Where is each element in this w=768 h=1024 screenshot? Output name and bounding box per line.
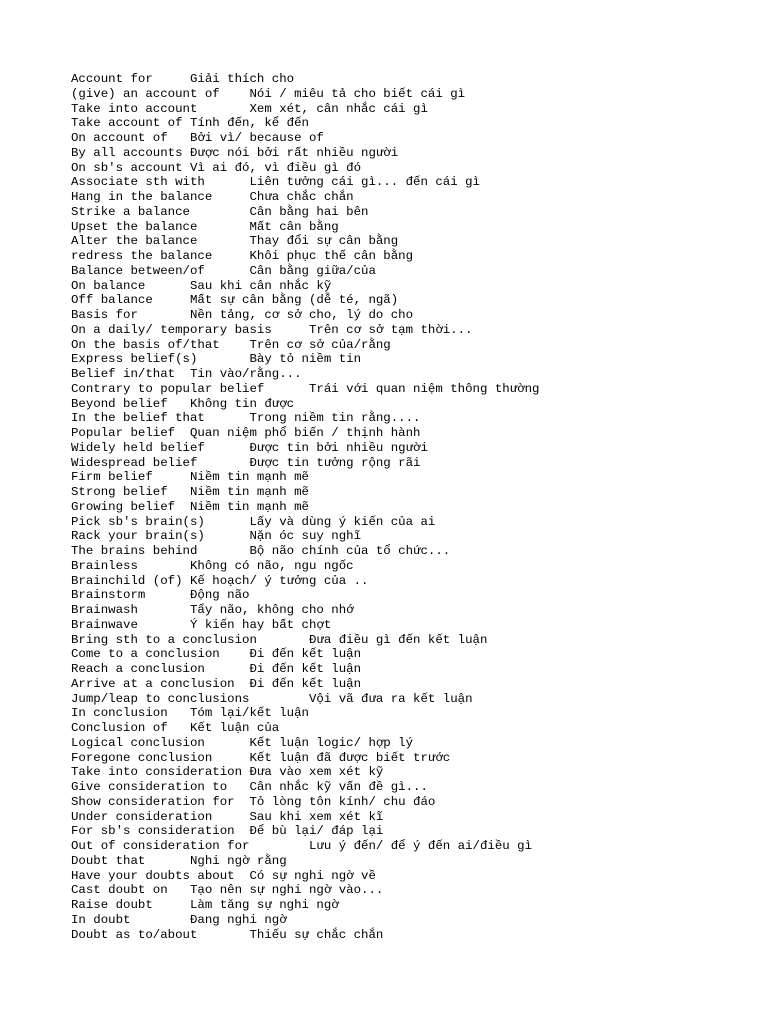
vocabulary-line: Pick sb's brain(s) Lấy và dùng ý kiến của ai	[71, 514, 436, 529]
vocabulary-line: Brainwash Tẩy não, không cho nhớ	[71, 603, 354, 617]
vocabulary-line: Logical conclusion Kết luận logic/ hợp lý	[71, 735, 414, 750]
vocabulary-line: Upset the balance Mất cân bằng	[71, 219, 339, 234]
vocabulary-line: Popular belief Quan niệm phổ biến / thịnh hành	[71, 426, 421, 440]
vocabulary-line: Have your doubts about Có sự nghi ngờ về	[71, 868, 376, 883]
vocabulary-line: In the belief that Trong niềm tin rằng....	[71, 411, 421, 426]
vocabulary-line: Brainless Không có não, ngu ngốc	[71, 558, 354, 573]
vocabulary-line: Reach a conclusion Đi đến kết luận	[71, 662, 362, 676]
vocabulary-text-block	[71, 72, 751, 942]
vocabulary-line: Account for Giải thích cho	[71, 72, 295, 86]
vocabulary-line: Strike a balance Cân bằng hai bên	[71, 204, 369, 219]
vocabulary-line: Growing belief Niềm tin mạnh mẽ	[71, 499, 309, 514]
vocabulary-line: Take into account Xem xét, cân nhắc cái gì	[71, 101, 428, 116]
vocabulary-line: Doubt that Nghi ngờ rằng	[71, 853, 287, 868]
vocabulary-line: Beyond belief Không tin được	[71, 396, 295, 411]
vocabulary-line: Rack your brain(s) Nặn óc suy nghĩ	[71, 529, 362, 544]
vocabulary-line: Arrive at a conclusion Đi đến kết luận	[71, 676, 362, 691]
vocabulary-line: On the basis of/that Trên cơ sở của/rằng	[71, 337, 391, 352]
vocabulary-line: Brainchild (of) Kế hoạch/ ý tưởng của ..	[71, 573, 369, 588]
vocabulary-line: Jump/leap to conclusions Vội vã đưa ra kết luận	[71, 691, 473, 706]
vocabulary-line: Out of consideration for Lưu ý đến/ để ý đến ai/điều gì	[71, 839, 533, 853]
vocabulary-line: For sb's consideration Để bù lại/ đáp lại	[71, 824, 384, 839]
vocabulary-line: Belief in/that Tin vào/rằng...	[71, 367, 302, 381]
vocabulary-line: Raise doubt Làm tăng sự nghi ngờ	[71, 898, 339, 912]
vocabulary-line: Under consideration Sau khi xem xét kĩ	[71, 809, 384, 824]
vocabulary-line: Strong belief Niềm tin mạnh mẽ	[71, 485, 309, 499]
vocabulary-line: Firm belief Niềm tin mạnh mẽ	[71, 470, 309, 485]
vocabulary-line: On balance Sau khi cân nhắc kỹ	[71, 278, 332, 293]
vocabulary-line: Take account of Tính đến, kể đến	[71, 116, 309, 131]
vocabulary-line: (give) an account of Nói / miêu tả cho biết cái gì	[71, 86, 466, 101]
vocabulary-line: Brainstorm Động não	[71, 588, 250, 603]
vocabulary-line: Give consideration to Cân nhắc kỹ vấn đề gì...	[71, 780, 428, 794]
vocabulary-line: Come to a conclusion Đi đến kết luận	[71, 647, 362, 662]
vocabulary-line: Brainwave Ý kiến hay bất chợt	[71, 617, 332, 632]
vocabulary-line: Doubt as to/about Thiếu sự chắc chắn	[71, 927, 384, 942]
vocabulary-line: In doubt Đang nghi ngờ	[71, 912, 287, 927]
vocabulary-line: Foregone conclusion Kết luận đã được biết trước	[71, 750, 451, 765]
vocabulary-line: Hang in the balance Chưa chắc chắn	[71, 190, 354, 204]
vocabulary-line: Contrary to popular belief Trái với quan niệm thông thường	[71, 381, 540, 396]
vocabulary-line: Cast doubt on Tạo nên sự nghi ngờ vào...	[71, 883, 384, 898]
vocabulary-line: On sb's account Vì ai đó, vì điều gì đó	[71, 160, 362, 175]
vocabulary-line: Balance between/of Cân bằng giữa/của	[71, 263, 376, 278]
vocabulary-line: Widespread belief Được tin tưởng rộng rãi	[71, 455, 421, 470]
vocabulary-line: By all accounts Được nói bởi rất nhiều người	[71, 145, 399, 160]
vocabulary-line: Basis for Nền tảng, cơ sở cho, lý do cho	[71, 308, 414, 322]
vocabulary-line: The brains behind Bộ não chính của tổ chức...	[71, 544, 451, 558]
vocabulary-line: Express belief(s) Bày tỏ niềm tin	[71, 352, 362, 367]
vocabulary-line: Off balance Mất sự cân bằng (dễ té, ngã)	[71, 293, 399, 308]
vocabulary-line: On account of Bởi vì/ because of	[71, 131, 324, 145]
vocabulary-line: Alter the balance Thay đổi sự cân bằng	[71, 234, 399, 249]
vocabulary-line: Bring sth to a conclusion Đưa điều gì đến kết luận	[71, 632, 488, 647]
vocabulary-line: Associate sth with Liên tưởng cái gì... đến cái gì	[71, 175, 480, 190]
vocabulary-line: Widely held belief Được tin bởi nhiều người	[71, 440, 428, 455]
vocabulary-line: redress the balance Khôi phục thế cân bằng	[71, 249, 414, 263]
vocabulary-line: Show consideration for Tỏ lòng tôn kính/ chu đáo	[71, 794, 436, 809]
vocabulary-line: Conclusion of Kết luận của	[71, 721, 280, 735]
vocabulary-line: Take into consideration Đưa vào xem xét kỹ	[71, 765, 384, 780]
vocabulary-line: In conclusion Tóm lại/kết luận	[71, 706, 309, 721]
vocabulary-line: On a daily/ temporary basis Trên cơ sở tạm thời...	[71, 322, 473, 337]
